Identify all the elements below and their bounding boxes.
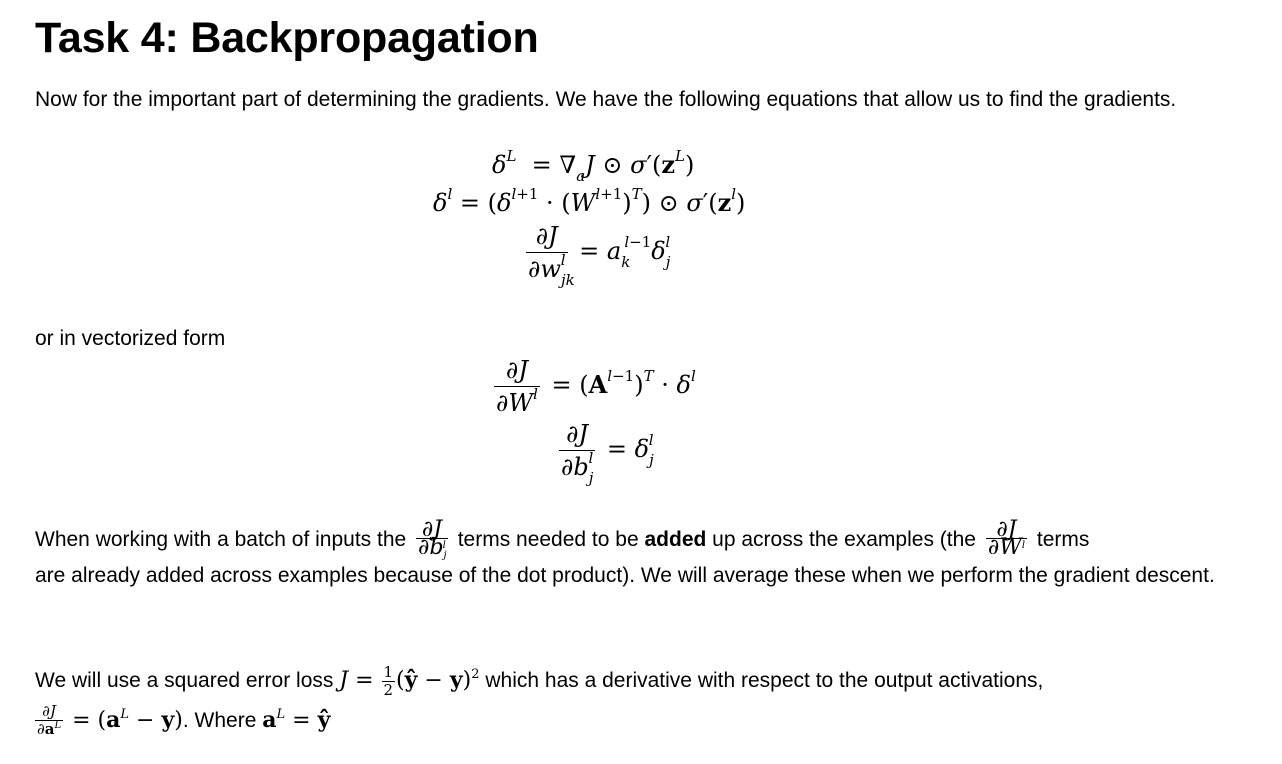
batch-text-4: terms xyxy=(1036,528,1090,552)
loss-text-1: We will use a squared error loss xyxy=(35,669,334,692)
inline-loss-equation: J = $\frac{1}{2}$ (ŷ − y)$^2$ xyxy=(339,662,480,699)
batch-text-5: are already added across examples because of the dot product). We will average these when we perform the gradient descent. xyxy=(35,564,1215,587)
intro-paragraph: Now for the important part of determining the gradients. We have the following equations that allow us to find the gradients. xyxy=(35,88,1177,111)
equation-dJ-dW: $\frac{\partial J}{\partial W^l}$ = $(A^{l-1})^T \cdot \delta^l$ xyxy=(496,356,696,417)
batch-text-2: terms needed to be xyxy=(457,528,639,552)
loss-paragraph xyxy=(35,662,1255,742)
equation-delta-L: $\delta^L = \nabla_aJ$ ⊙ $\sigma'(z^L)$ xyxy=(492,147,695,185)
batch-text-1: When working with a batch of inputs the xyxy=(35,528,407,552)
equation-dJ-dw: $\frac{\partial J}{\partial w_{jk}^l}$ = $a_k^{l-1}\delta_j^l$ xyxy=(528,222,671,289)
loss-text-2: which has a derivative with respect to the output activations, xyxy=(485,669,1044,692)
page-title: Task 4: Backpropagation xyxy=(35,14,539,62)
inline-derivative-equation: $\frac{\partial J}{\partial a^L}$ = $(a^L - y)$ xyxy=(37,701,183,738)
inline-dJ-db: $\frac{\partial J}{\partial bj^l}$ xyxy=(418,517,447,561)
batch-text-3: up across the examples (the xyxy=(712,528,976,552)
equation-delta-l: $\delta^l = (\delta^{l+1} \cdot (W^{l+1})^T)$ ⊙ $\sigma'(z^l)$ xyxy=(433,185,746,217)
batch-text-bold: added xyxy=(644,528,707,552)
inline-dJ-dW: $\frac{\partial J}{\partial W^l}$ xyxy=(987,517,1026,560)
equation-dJ-db: $\frac{\partial J}{\partial b_j^l}$ = $\delta_j^l$ xyxy=(561,420,654,487)
inline-where-equation: $a^L$ = ŷ xyxy=(262,707,331,733)
loss-text-3: . Where xyxy=(182,709,257,732)
vectorized-label: or in vectorized form xyxy=(35,327,226,350)
batch-paragraph xyxy=(35,517,1255,592)
